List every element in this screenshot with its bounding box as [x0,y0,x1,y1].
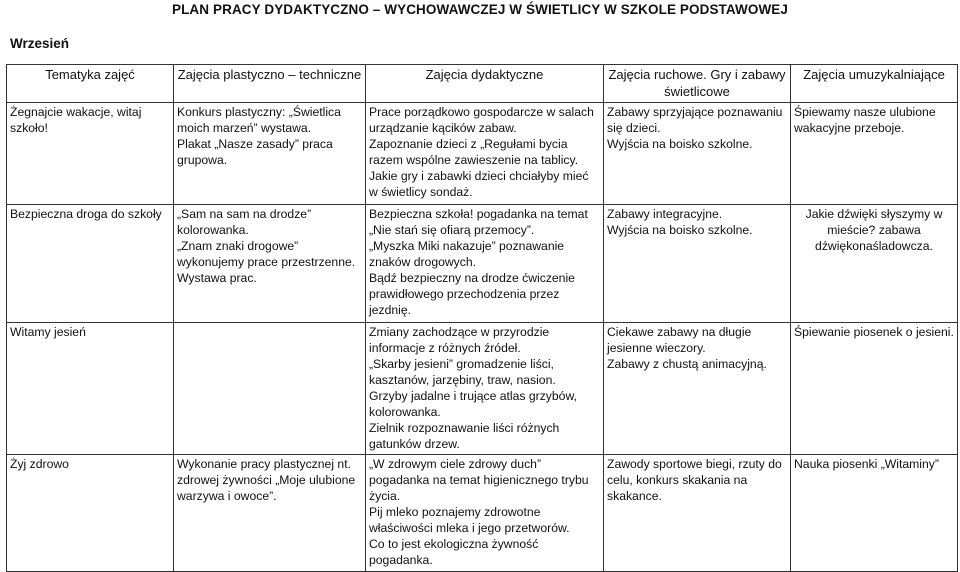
didactic-item: Bądź bezpieczny na drodze ćwiczenie prawidłowego przechodzenia przez jezdnię. [369,271,575,317]
music-item: Nauka piosenki „Witaminy” [794,457,939,471]
didactic-item: Co to jest ekologiczna żywność pogadanka. [369,537,539,567]
didactic-item: Prace porządkowo gospodarcze w salach urządzanie kącików zabaw. [369,105,594,135]
music-cell [791,455,958,572]
art-item: Wykonanie pracy plastycznej nt. zdrowej żywności „Moje ulubione warzywa i owoce”. [177,457,356,503]
header-didactic: Zajęcia dydaktyczne [366,65,604,103]
didactic-cell [366,103,604,205]
music-item: Śpiewamy nasze ulubione wakacyjne przeboje. [794,105,936,135]
movement-cell [604,103,791,205]
movement-cell [604,455,791,572]
didactic-item: „Skarby jesieni” gromadzenie liści, kasztanów, jarzębiny, traw, nasion. [369,357,556,387]
movement-item: Zabawy sprzyjające poznawaniu się dzieci. [607,105,783,135]
didactic-item: Jakie gry i zabawki dzieci chciałyby mieć w świetlicy sondaż. [369,169,589,199]
art-item: „Znam znaki drogowe” wykonujemy prace przestrzenne. Wystawa prac. [177,239,356,285]
movement-item: Ciekawe zabawy na długie jesienne wieczory. [607,325,752,355]
movement-item: Wyjścia na boisko szkolne. [607,137,753,151]
didactic-item: Bezpieczna szkoła! pogadanka na temat „Nie stań się ofiarą przemocy”. [369,207,588,237]
row-topic: Witamy jesień [7,323,174,455]
plan-table [6,64,958,572]
table-header-row [7,65,958,103]
header-movement: Zajęcia ruchowe. Gry i zabawy świetlicowe [604,65,791,103]
music-cell [791,103,958,205]
movement-item: Zabawy z chustą animacyjną. [607,357,767,371]
movement-item: Wyjścia na boisko szkolne. [607,223,753,237]
movement-cell [604,323,791,455]
movement-cell [604,205,791,323]
art-cell [174,205,366,323]
movement-item: Zawody sportowe biegi, rzuty do celu, konkurs skakania na skakance. [607,457,782,503]
header-art: Zajęcia plastyczno – techniczne [174,65,366,103]
art-cell [174,455,366,572]
didactic-item: Pij mleko poznajemy zdrowotne właściwości mleka i jego przetworów. [369,505,570,535]
movement-item: Zabawy integracyjne. [607,207,723,221]
row-topic: Bezpieczna droga do szkoły [7,205,174,323]
didactic-cell [366,455,604,572]
art-item: Plakat „Nasze zasady” praca grupowa. [177,137,333,167]
didactic-cell [366,323,604,455]
music-item: Śpiewanie piosenek o jesieni. [794,325,954,339]
didactic-item: Zielnik rozpoznawanie liści różnych gatunków drzew. [369,421,560,451]
month-heading: Wrzesień [10,36,70,51]
didactic-item: Grzyby jadalne i trujące atlas grzybów, kolorowanka. [369,389,577,419]
table-row [7,323,958,455]
didactic-cell [366,205,604,323]
table-row [7,455,958,572]
didactic-item: „Myszka Miki nakazuje” poznawanie znaków drogowych. [369,239,565,269]
table-row [7,205,958,323]
art-item: „Sam na sam na drodze” kolorowanka. [177,207,312,237]
music-cell [791,205,958,323]
music-cell [791,323,958,455]
header-music: Zajęcia umuzykalniające [791,65,958,103]
table-row [7,103,958,205]
music-item: Jakie dźwięki słyszymy w mieście? zabawa dźwiękonaśladowcza. [805,207,943,253]
art-cell [174,323,366,455]
didactic-item: „W zdrowym ciele zdrowy duch” pogadanka na temat higienicznego trybu życia. [369,457,589,503]
row-topic: Żegnajcie wakacje, witaj szkoło! [7,103,174,205]
art-cell [174,103,366,205]
art-item: Konkurs plastyczny: „Świetlica moich marzeń” wystawa. [177,105,341,135]
didactic-item: Zmiany zachodzące w przyrodzie informacje z różnych źródeł. [369,325,550,355]
row-topic: Żyj zdrowo [7,455,174,572]
header-topic: Tematyka zajęć [7,65,174,103]
document-title: PLAN PRACY DYDAKTYCZNO – WYCHOWAWCZEJ W ŚWIETLICY W SZKOLE PODSTAWOWEJ [171,2,788,17]
didactic-item: Zapoznanie dzieci z „Regułami bycia razem wspólne zawieszenie na tablicy. [369,137,579,167]
